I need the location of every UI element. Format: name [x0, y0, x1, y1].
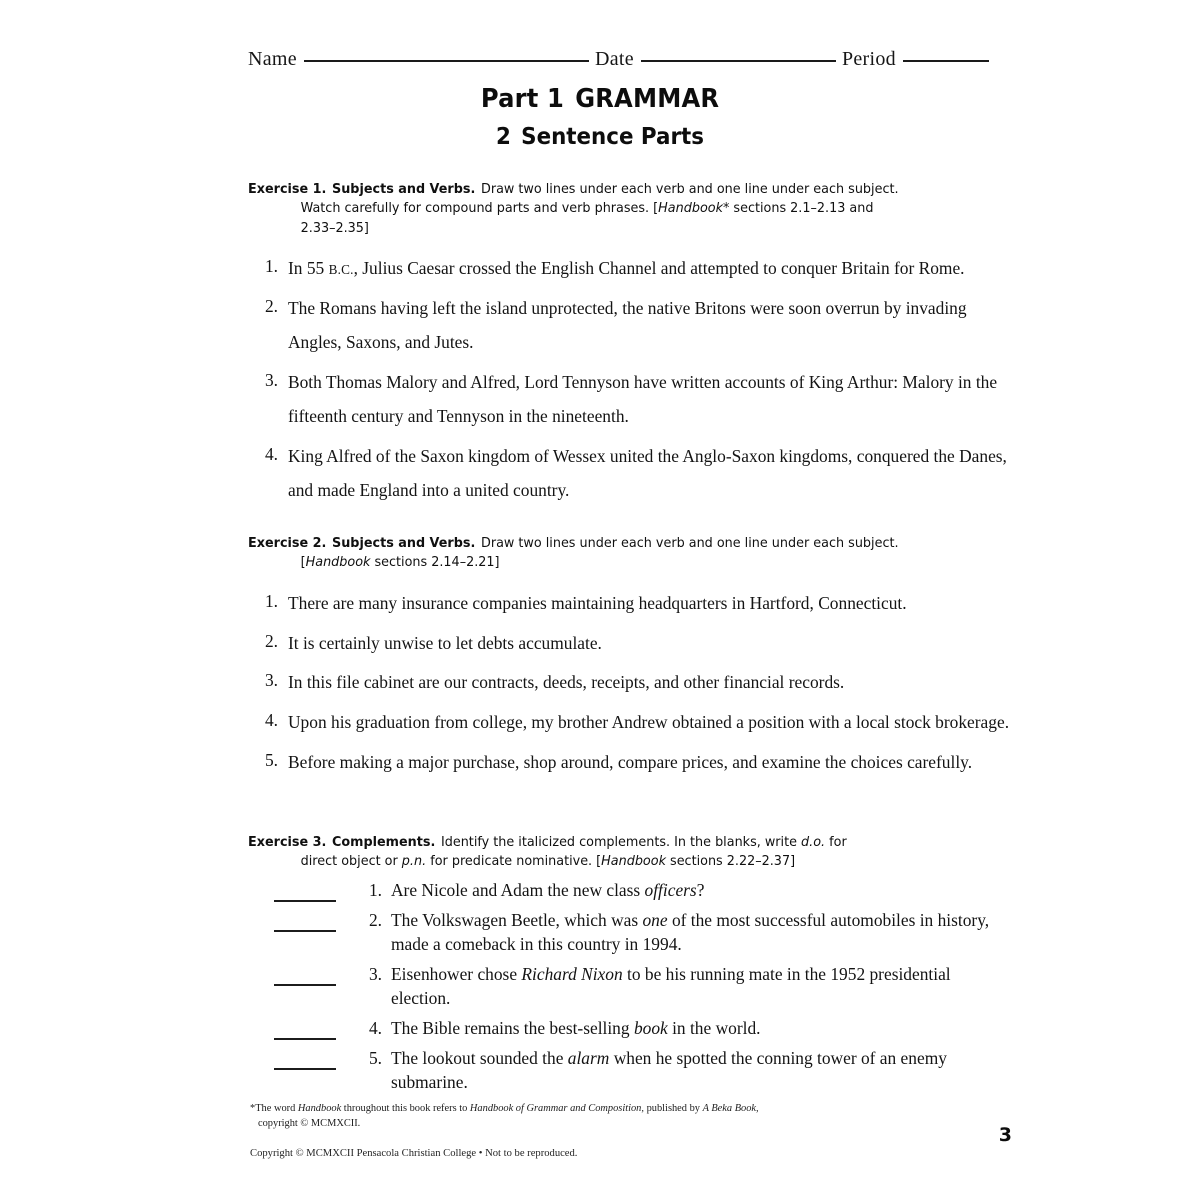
small-caps-bc: B.C.: [328, 261, 354, 277]
footnote-part1: *The word: [250, 1103, 298, 1114]
exercise-1-instruction-line3: 2.33–2.35]: [300, 219, 369, 236]
list-item[interactable]: [248, 962, 1018, 1010]
item-text: The lookout sounded the alarm when he spotted the conning tower of an enemy submarine.: [391, 1047, 947, 1092]
date-blank-field[interactable]: [641, 60, 836, 62]
exercise-1-instruction-line2a: Watch carefully for compound parts and verb phrases. [: [300, 200, 659, 217]
list-item[interactable]: [248, 587, 1018, 621]
item-text: It is certainly unwise to let debts accumulate.: [288, 632, 602, 653]
footnote-part3: published by: [643, 1103, 703, 1114]
item-text: The Romans having left the island unprotected, the native Britons were soon overrun by invading Angles, Saxons, and Jutes.: [288, 297, 967, 352]
student-info-row: [248, 48, 1016, 71]
exercise-2-topic: Subjects and Verbs.: [332, 535, 476, 551]
date-label: Date: [594, 48, 634, 70]
exercise-3-instruction-d: for predicate nominative. [: [426, 853, 602, 870]
answer-blank[interactable]: [274, 962, 336, 986]
chapter-number: 2: [496, 124, 511, 150]
exercise-1-heading: [248, 180, 972, 238]
list-item[interactable]: [248, 627, 1018, 661]
italic-complement: Richard Nixon: [521, 963, 623, 984]
exercise-3-instruction-e: sections 2.22–2.37]: [665, 853, 796, 870]
exercise-2-instruction-line1: Draw two lines under each verb and one line under each subject.: [480, 535, 899, 551]
exercise-3: [248, 833, 1018, 1100]
item-number: 4.: [264, 443, 278, 464]
exercise-1-items: [248, 252, 1018, 508]
exercise-2-label: Exercise 2.: [248, 535, 327, 551]
item-text: The Volkswagen Beetle, which was one of the most successful automobiles in history, made a comeback in this country in 1994.: [391, 909, 990, 954]
exercise-3-topic: Complements.: [332, 834, 436, 850]
item-number: 2.: [264, 295, 278, 316]
list-item[interactable]: [248, 706, 1018, 740]
item-text: Eisenhower chose Richard Nixon to be his running mate in the 1952 presidential election.: [391, 963, 951, 1008]
name-blank-field[interactable]: [304, 60, 589, 62]
exercise-2-heading: [248, 534, 972, 573]
item-number: 2.: [264, 630, 278, 651]
item-text: In 55 B.C., Julius Caesar crossed the English Channel and attempted to conquer Britain for Rome.: [288, 257, 965, 278]
italic-complement: book: [633, 1017, 668, 1038]
exercise-1: [248, 180, 1018, 513]
item-number: 1.: [264, 255, 278, 276]
exercise-1-instruction-line2b: sections 2.1–2.13 and: [729, 200, 874, 217]
item-text: Before making a major purchase, shop around, compare prices, and examine the choices carefully.: [288, 752, 973, 773]
item-number: 1.: [368, 879, 382, 900]
list-item[interactable]: [248, 878, 1018, 902]
item-text: Upon his graduation from college, my brother Andrew obtained a position with a local stock brokerage.: [288, 712, 1010, 733]
list-item[interactable]: [248, 908, 1018, 956]
period-label: Period: [841, 48, 896, 70]
item-number: 5.: [264, 750, 278, 771]
exercise-2: [248, 534, 1018, 786]
exercise-3-instruction-b: for: [825, 834, 847, 850]
exercise-3-instruction-c: direct object or: [300, 853, 402, 870]
exercise-1-handbook-ref: Handbook*: [658, 200, 730, 217]
answer-blank[interactable]: [274, 908, 336, 932]
exercise-1-topic: Subjects and Verbs.: [332, 181, 476, 197]
exercise-2-instruction-line2b: sections 2.14–2.21]: [370, 554, 500, 571]
item-number: 4.: [264, 710, 278, 731]
exercise-1-label: Exercise 1.: [248, 181, 327, 197]
footnote-part2: throughout this book refers to: [341, 1103, 470, 1114]
footnote-part4: copyright © MCMXCII.: [258, 1117, 361, 1129]
list-item[interactable]: [248, 1046, 1018, 1094]
item-number: 4.: [368, 1017, 382, 1038]
direct-object-abbrev: d.o.: [801, 834, 826, 850]
list-item[interactable]: [248, 440, 1018, 508]
item-number: 5.: [368, 1047, 382, 1068]
exercise-3-label: Exercise 3.: [248, 834, 327, 850]
exercise-3-instruction-a: Identify the italicized complements. In the blanks, write: [440, 834, 802, 850]
page-title-block: [0, 84, 1200, 150]
answer-blank[interactable]: [274, 878, 336, 902]
part-title: [42, 84, 1158, 114]
list-item[interactable]: [248, 292, 1018, 360]
item-number: 1.: [264, 590, 278, 611]
part-name: GRAMMAR: [575, 84, 720, 114]
italic-complement: one: [642, 909, 668, 930]
page-number: 3: [998, 1124, 1012, 1146]
item-number: 2.: [368, 909, 382, 930]
name-label: Name: [248, 48, 297, 70]
item-number: 3.: [368, 963, 382, 984]
item-number: 3.: [264, 369, 278, 390]
period-blank-field[interactable]: [903, 60, 989, 62]
item-text: There are many insurance companies maintaining headquarters in Hartford, Connecticut.: [288, 592, 907, 613]
item-text: King Alfred of the Saxon kingdom of Wessex united the Anglo-Saxon kingdoms, conquered the Danes, and made England into a united country.: [288, 445, 1007, 500]
item-text: Are Nicole and Adam the new class officers?: [391, 879, 705, 900]
predicate-nominative-abbrev: p.n.: [401, 853, 427, 870]
list-item[interactable]: [248, 746, 1018, 780]
italic-complement: alarm: [567, 1047, 610, 1068]
exercise-2-instruction-line2a: [: [300, 554, 306, 571]
exercise-1-instruction-line1: Draw two lines under each verb and one line under each subject.: [480, 181, 899, 197]
list-item[interactable]: [248, 252, 1018, 286]
exercise-2-items: [248, 587, 1018, 781]
exercise-3-handbook-ref: Handbook: [601, 853, 666, 870]
footnote-publisher: A Beka Book,: [702, 1103, 759, 1114]
copyright-line: Copyright © MCMXCII Pensacola Christian College • Not to be reproduced.: [250, 1148, 578, 1159]
part-number: Part 1: [480, 84, 565, 114]
item-text: The Bible remains the best-selling book in the world.: [391, 1017, 761, 1038]
list-item[interactable]: [248, 366, 1018, 434]
list-item[interactable]: [248, 666, 1018, 700]
footnote-book-title: Handbook of Grammar and Composition,: [469, 1103, 644, 1114]
footnote: [250, 1102, 970, 1132]
exercise-3-heading: [248, 833, 972, 872]
footnote-handbook-word: Handbook: [297, 1103, 342, 1114]
exercise-3-items: [248, 878, 1018, 1094]
exercise-2-handbook-ref: Handbook: [305, 554, 371, 571]
item-text: In this file cabinet are our contracts, deeds, receipts, and other financial records.: [288, 672, 845, 693]
list-item[interactable]: [248, 1016, 1018, 1040]
chapter-title: [42, 124, 1158, 150]
chapter-name: Sentence Parts: [521, 124, 704, 150]
italic-complement: officers: [644, 879, 697, 900]
item-number: 3.: [264, 670, 278, 691]
answer-blank[interactable]: [274, 1046, 336, 1070]
item-text: Both Thomas Malory and Alfred, Lord Tennyson have written accounts of King Arthur: Malory in the fifteenth century and Tennyson in the nineteenth.: [288, 371, 998, 426]
answer-blank[interactable]: [274, 1016, 336, 1040]
